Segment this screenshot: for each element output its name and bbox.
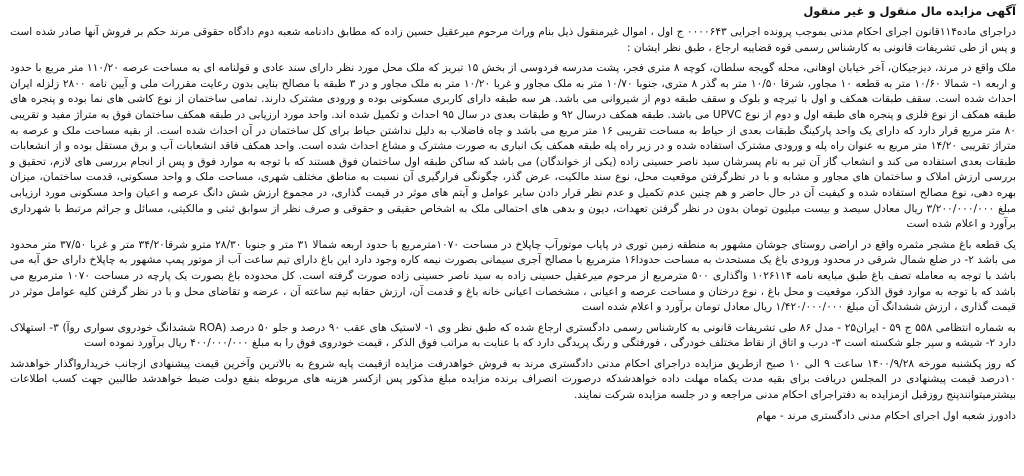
property-2-orchard: یک قطعه باغ مشجر مثمره واقع در اراضی روستای جوشان مشهور به منطقه زمین توری در پایاب موتورآب چاپلاخ در مساحت ۱۰۷۰مترمربع با حدود اربعه شمالا ۳۱ متر و جنوبا ۲۸/۳۰ مترو شرقا۳۴/۲۰ متر و غربا ۳۷/۵۰ متر محدود می باشد ۲- در ضلع شمال شرقی در محدود ورودی باغ یک مستحدث به مساحت حدودا۱۶ مترمربع با مصالح آجری سیمانی بصورت نیمه کاره وجود دارد این باغ دارای تیم ساعت آب از موتور پمپ مشهور به چاپلاخ دارای حق آبه می باشد با توجه به معامله تصف باغ طبق مبایعه نامه ۱۰۲۶۱۱۴ واگذاری ۵۰۰ مترمربع از مرحوم میرعقیل حسینی زاده به سید ناصر حسینی زاده صورت گرفته است. کل محدوده باغ بصورت یک پارچه در مساحت ۱۰۷۰ مترمربع می باشد که با توجه به موارد فوق الذکر، موقعیت و محل باغ ، نوع درختان و مساحت عرصه و اعیانی ، مشخصات اعیانی خانه باغ و قدمت آن، ارزش حقابه تیم ساعته آن ، عرضه و تقاضای محل و با در نظر گرفتن کلیه عوامل موثر در قیمت گذاری ، ارزش ششدانگ آن مبلغ ۱/۴۲۰/۰۰۰/۰۰۰ ریال معادل تومان برآورد و اعلام شده است bbox=[10, 238, 1017, 314]
auction-terms-paragraph: که روز پکشنبه مورخه ۱۴۰۰/۹/۲۸ ساعت ۹ الی ۱۰ صبح ازطریق مزایده دراجرای احکام مدنی دادگستری مرند به فروش خواهدرفت مزایده ازقیمت پایه شروع به بالاترین وآخرین قیمت پیشنهادی ازجانب خریدارواگذار خواهدشد ۱۰درصد قیمت پیشنهادی در المجلس دریافت برای بقیه مدت یکماه مهلت داده خواهدشدکه درصورت انصراف برنده مزایده مبلغ مذکور پس ازکسر هزینه های مربوطه بنفع دولت ضبط خواهدشد طالبین جهت کسب اطلاعات بیشترمیتوانندپنج روزقبل ازمزایده به دفتراجرای احکام مدنی مراجعه و در جلسه مزایده شرکت نمایند. bbox=[10, 357, 1016, 402]
property-3-vehicle: به شماره انتظامی ۵۵۸ ج ۵۹ - ایران۲۵ - مدل ۸۶ طی تشریفات قانونی به کارشناس رسمی دادگستری ارجاع شده که طبق نظر وی ۱- لاستیک های عقب ۹۰ درصد و جلو ۵۰ درصد (ROA ششدانگ خودروی سواری روآ) ۳- استهلاک دارد ۲- شیشه و سپر جلو شکسته است ۳- درب و اتاق از نقاط مختلف خودرگی ، فورفتگی و رنگ پریدگی دارد که با عنایت به مراتب فوق الذکر ، قیمت خودروی فوق را به مبلغ ۴۰۰/۰۰۰/۰۰۰ ریال برآورد نموده است bbox=[10, 321, 1016, 350]
intro-paragraph: دراجرای ماده۱۱۴قانون اجرای احکام مدنی بموجب پرونده اجرایی ۰۰۰۰۶۴۳ ج اول ، اموال غیرمنقول ذیل بنام وراث مرحوم میرعقیل حسین زاده که مطابق دادنامه شعبه دوم دادگاه حقوقی مرند حکم بر فروش آنها صادر شده است و پس از طی تشریفات قانونی به کارشناس رسمی قوه قضاییه ارجاع ، طبق نظر ایشان : bbox=[10, 26, 1016, 54]
property-1-residential: ملک واقع در مرند، دیزجیکان، آخر خیابان اوهانی، محله گویجه سلطان، کوچه ۸ متری فجر، پشت مدرسه فردوسی از بخش ۱۵ تبریز که ملک محل مورد نظر دارای سند عادی و قولنامه ای به مساحت عرصه ۱۱۰/۲۰ متر مربع با حدود و اربعه ۱- شمالا ۱۰/۶۰ متر به قطعه ۱۰ مجاور، شرقا ۱۰/۵۰ متر به گذر ۸ متری، جنوبا ۱۰/۷۰ متر به ملک مجاور و غربا ۱۰/۲۰ متر به ملک مجاور و در ۳ طبقه با مصالح بنایی بدون رعایت مقررات ملی و آیین نامه ۲۸۰۰ زلزله ایران احداث شده است. سقف طبقات همکف و اول با تیرچه و بلوک و سقف طبقه دوم از شیروانی می باشد. هر سه طبقه دارای کاربری مسکونی بوده و ورودی مشترک دارند. تمامی ساختمان از نوع کاشی های نما بوده و پنجره های طبقه همکف از نوع فلزی و پنجره های طبقه اول و دوم از نوع UPVC می باشد. طبقه همکف درسال ۹۲ و طبقات بعدی در سال ۹۵ احداث و تکمیل شده اند. واحد مورد ارزیابی در طبقه همکف ساختمان فوق به متراژ مفید و تقریبی ۸۰ متر مربع قرار دارد که دارای یک واحد پارکینگ طبقات بعدی از حیاط به مساحت تقریبی ۱۶ متر مربع می باشد و چاه فاضلاب به دلیل نداشتن حیاط برای کل ساختمان در آن احداث شده است. از بقیه مساحت ملک و عرصه به متراژ تقریبی ۱۴/۲۰ متر مربع به عنوان راه پله و ورودی مشترک استفاده شده و در زیر راه پله طبقه همکف یک انباری به صورت مشترک و مشاع احداث شده است. واحد همکف فاقد انشعابات آب و برق مستقل بوده و از انشعابات طبقات بعدی استفاده می کند و انشعاب گاز آن تیر به نام پسرشان سید ناصر حسینی زاده (یکی از خواندگان) می باشد که ساکن طبقه اول ساختمان فوق هستند که با توجه به موارد فوق و پس از انجام بررسی های لازم، تحقیق و بررسی ارزش املاک و ساختمان های مجاور و مشابه و با در نظرگرفتن موقعیت محل، نوع سند مالکیت، عرض گذر، چگونگی فرارگیری آن نسبت به مناطق مختلف شهری، مساحت ملک و واحد مسکونی، قدمت ساختمان، میزان بهره دهی، نوع مصالح استفاده شده و کیفیت آن در حال حاضر و هم چنین عدم تکمیل و عدم نظر قرار دادن سایر عوامل و آیتم های موثر در قیمت گذاری، در مجموع ارزش شش دانگ عرصه و اعیان واحد مسکونی مورد ارزیابی مبلغ ۳/۲۰۰/۰۰۰/۰۰۰ ریال معادل سیصد و بیست میلیون تومان بدون در نظر گرفتن تعهدات، دیون و بدهی های احتمالی ملک به اشخاص حقیقی و حقوقی و صرف نظر از سوابق ثبتی و مالکیتی، مسائل و جرائم مرتبط با شهرداری برآورد و اعلام شده است bbox=[10, 62, 1017, 231]
notice-title: آگهی مزایده مال منقول و غیر منقول bbox=[803, 4, 1016, 18]
signature-line: دادورز شعبه اول اجرای احکام مدنی دادگستری مرند - مهام bbox=[756, 409, 1016, 422]
